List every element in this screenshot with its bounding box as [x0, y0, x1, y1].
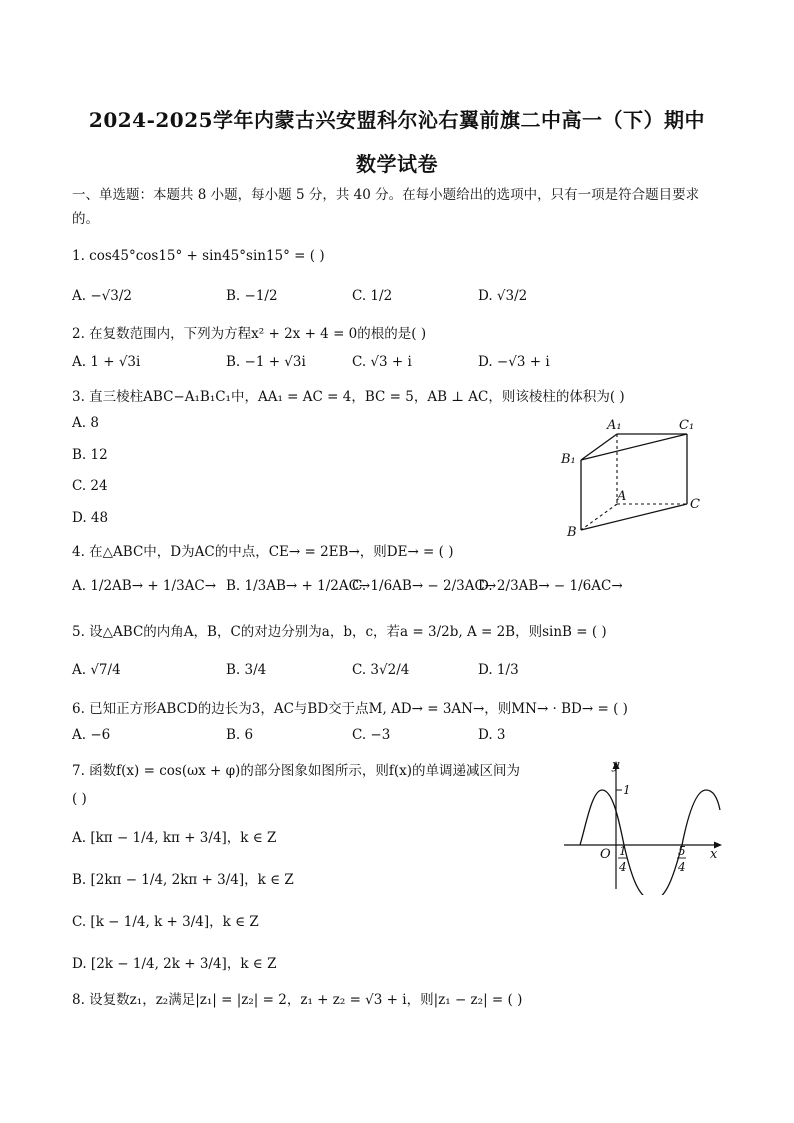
question-6-stem: 6. 已知正方形ABCD的边长为3，AC与BD交于点M, AD→ = 3AN→，则MN→ · BD→ = ( ): [72, 701, 628, 717]
q2-option-c: C. √3 + i: [352, 354, 412, 370]
q4-option-b: B. 1/3AB→ + 1/2AC→: [226, 578, 371, 594]
q6-option-b: B. 6: [226, 727, 254, 743]
q3-option-a: A. 8: [72, 415, 99, 431]
q6-option-d: D. 3: [478, 727, 506, 743]
q1-option-d: D. √3/2: [478, 288, 528, 304]
q2-option-d: D. −√3 + i: [478, 354, 550, 370]
q7-option-b: B. [2kπ − 1/4, 2kπ + 3/4]，k ∈ Z: [72, 872, 294, 888]
section-header: 一、单选题：本题共 8 小题，每小题 5 分，共 40 分。在每小题给出的选项中，只有一项是符合题目要求的。: [72, 187, 700, 227]
axis-label-y: y: [612, 758, 620, 773]
label-c: C: [690, 497, 700, 512]
label-c1: C₁: [679, 418, 695, 433]
q1-option-b: B. −1/2: [226, 288, 278, 304]
q5-option-c: C. 3√2/4: [352, 662, 410, 678]
q7-option-c: C. [k − 1/4, k + 3/4]，k ∈ Z: [72, 914, 259, 930]
axis-label-x: x: [710, 847, 718, 862]
label-b: B: [567, 525, 577, 540]
q4-option-c: C. 1/6AB→ − 2/3AC→: [352, 578, 497, 594]
tick-label-1: 1: [623, 783, 631, 797]
q3-option-b: B. 12: [72, 447, 108, 463]
q6-option-c: C. −3: [352, 727, 391, 743]
question-3-stem: 3. 直三棱柱ABC−A₁B₁C₁中，AA₁ = AC = 4，BC = 5，AB ⊥ AC，则该棱柱的体积为( ): [72, 389, 625, 405]
question-4-stem: 4. 在△ABC中，D为AC的中点，CE→ = 2EB→，则DE→ = ( ): [72, 544, 454, 560]
exam-title-line2: 数学试卷: [356, 152, 438, 176]
q7-option-d: D. [2k − 1/4, 2k + 3/4]，k ∈ Z: [72, 956, 277, 972]
exam-title-line1: 2024-2025学年内蒙古兴安盟科尔沁右翼前旗二中高一（下）期中: [88, 108, 706, 132]
q1-option-c: C. 1/2: [352, 288, 393, 304]
question-7-stem: 7. 函数f(x) = cos(ωx + φ)的部分图象如图所示，则f(x)的单调递减区间为: [72, 763, 520, 779]
q5-option-a: A. √7/4: [72, 662, 121, 678]
question-7-stem-cont: ( ): [72, 791, 87, 807]
question-1-stem: 1. cos45°cos15° + sin45°sin15° = ( ): [72, 248, 325, 264]
q5-option-b: B. 3/4: [226, 662, 267, 678]
question-5-stem: 5. 设△ABC的内角A，B，C的对边分别为a，b，c，若a = 3/2b, A = 2B，则sinB = ( ): [72, 624, 607, 640]
q4-option-a: A. 1/2AB→ + 1/3AC→: [72, 578, 217, 594]
cosine-graph: [560, 755, 730, 895]
label-a1: A₁: [607, 418, 622, 433]
q1-option-a: A. −√3/2: [72, 288, 132, 304]
question-2-stem: 2. 在复数范围内，下列为方程x² + 2x + 4 = 0的根的是( ): [72, 326, 427, 342]
q7-option-a: A. [kπ − 1/4, kπ + 3/4]，k ∈ Z: [72, 830, 277, 846]
q6-option-a: A. −6: [72, 727, 111, 743]
prism-figure: [555, 412, 715, 542]
q4-option-d: D. 2/3AB→ − 1/6AC→: [478, 578, 623, 594]
q5-option-d: D. 1/3: [478, 662, 519, 678]
tick-quarter-num: 1: [619, 844, 627, 858]
label-b1: B₁: [561, 452, 576, 467]
q2-option-a: A. 1 + √3i: [72, 354, 141, 370]
tick-five-quarters-den: 4: [678, 860, 686, 874]
q3-option-c: C. 24: [72, 478, 108, 494]
q2-option-b: B. −1 + √3i: [226, 354, 306, 370]
question-8-stem: 8. 设复数z₁，z₂满足|z₁| = |z₂| = 2，z₁ + z₂ = √3 + i，则|z₁ − z₂| = ( ): [72, 992, 523, 1008]
label-a: A: [617, 489, 627, 504]
origin-label: O: [600, 847, 611, 862]
q3-option-d: D. 48: [72, 510, 109, 526]
cosine-curve: [580, 790, 720, 895]
tick-five-quarters-num: 5: [678, 844, 686, 858]
tick-quarter-den: 4: [619, 860, 627, 874]
